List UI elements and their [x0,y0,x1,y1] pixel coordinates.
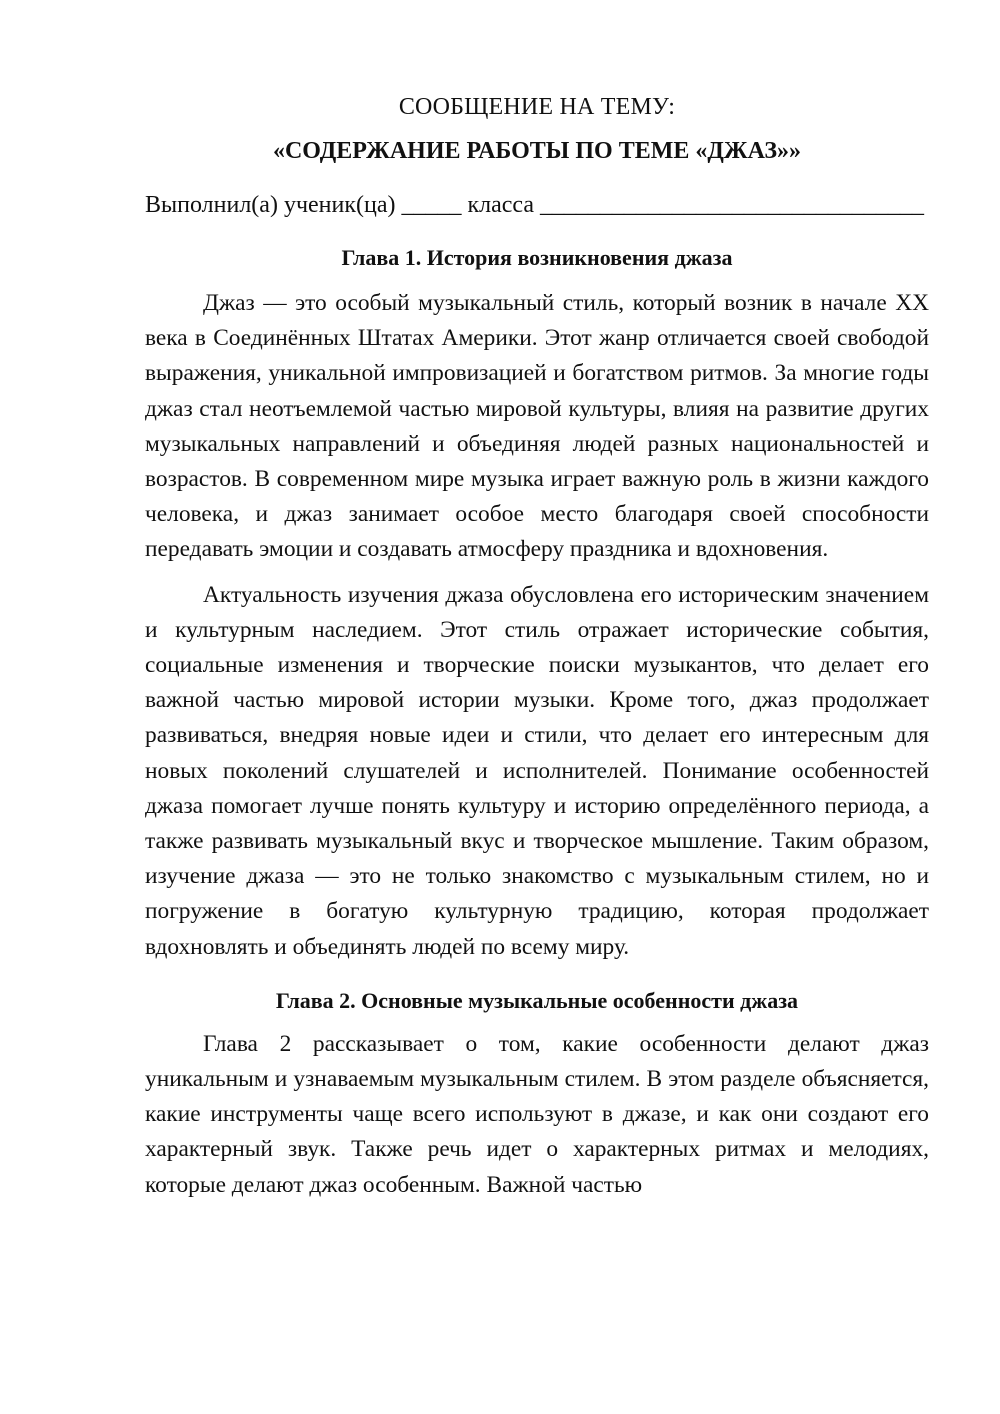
chapter-1-paragraph-2: Актуальность изучения джаза обусловлена его историческим значением и культурным наследием. Этот стиль отражает исторические события, социальные изменения и творческие поиски музыкантов, что делает его важной частью мировой истории музыки. Кроме того, джаз продолжает развиваться, внедряя новые идеи и стили, что делает его интересным для новых поколений слушателей и исполнителей. Понимание особенностей джаза помогает лучше понять культуру и историю определённого периода, а также развивать музыкальный вкус и творческое мышление. Таким образом, изучение джаза — это не только знакомство с музыкальным стилем, но и погружение в богатую культурную традицию, которая продолжает вдохновлять и объединять людей по всему миру. [145,581,929,960]
chapter-2-paragraph-1: Глава 2 рассказывает о том, какие особенности делают джаз уникальным и узнаваемым музыкальным стилем. В этом разделе объясняется, какие инструменты чаще всего используют в джазе, и как они создают его характерный звук. Также речь идет о характерных ритмах и мелодиях, которые делают джаз особенным. Важной частью [145,1030,929,1198]
chapter-1-paragraph-1: Джаз — это особый музыкальный стиль, который возник в начале XX века в Соединённых Штатах Америки. Этот жанр отличается своей свободой выражения, уникальной импровизацией и богатством ритмов. За многие годы джаз стал неотъемлемой частью мировой культуры, влияя на развитие других музыкальных направлений и объединяя людей разных национальностей и возрастов. В современном мире музыка играет важную роль в жизни каждого человека, и джаз занимает особое место благодаря своей способности передавать эмоции и создавать атмосферу праздника и вдохновения. [145,290,929,563]
author-line: Выполнил(а) ученик(ца) _____ класса ________________________________ [145,192,925,218]
document-title-line-2: «СОДЕРЖАНИЕ РАБОТЫ ПО ТЕМЕ «ДЖАЗ»» [272,138,802,164]
document-page [145,90,929,1203]
chapter-1-heading: Глава 1. История возникновения джаза [341,245,733,270]
chapter-2-heading: Глава 2. Основные музыкальные особенности джаза [275,987,799,1013]
document-title-line-1: СООБЩЕНИЕ НА ТЕМУ: [398,94,676,120]
